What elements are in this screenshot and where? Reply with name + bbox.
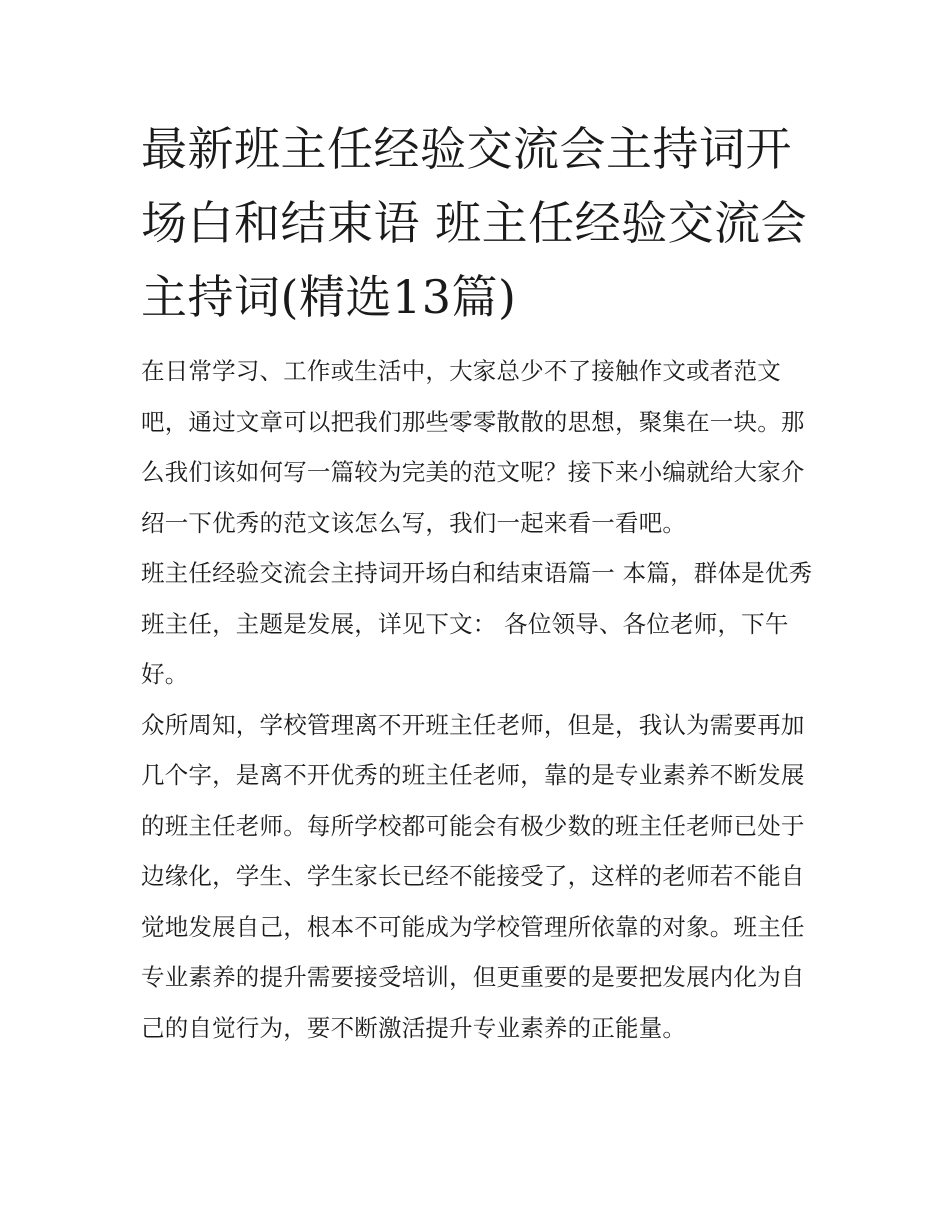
paragraph-intro: 在日常学习、工作或生活中，大家总少不了接触作文或者范文吧，通过文章可以把我们那些零零散散的思想，聚集在一块。那么我们该如何写一篇较为完美的范文呢？接下来小编就给大家介绍一下优秀的范文该怎么写，我们一起来看一看吧。 [141,357,805,537]
paragraph-section-one: 班主任经验交流会主持词开场白和结束语篇一 本篇，群体是优秀班主任，主题是发展，详见下文： 各位领导、各位老师，下午好。 [141,559,813,688]
document-title: 最新班主任经验交流会主持词开场白和结束语 班主任经验交流会主持词(精选13篇) [141,122,808,324]
document-page [141,112,813,1053]
paragraph-body: 众所周知，学校管理离不开班主任老师，但是，我认为需要再加几个字，是离不开优秀的班主任老师，靠的是专业素养不断发展的班主任老师。每所学校都可能会有极少数的班主任老师已处于边缘化，学生、学生家长已经不能接受了，这样的老师若不能自觉地发展自己，根本不可能成为学校管理所依靠的对象。班主任专业素养的提升需要接受培训，但更重要的是要把发展内化为自己的自觉行为，要不断激活提升专业素养的正能量。 [141,710,805,1042]
